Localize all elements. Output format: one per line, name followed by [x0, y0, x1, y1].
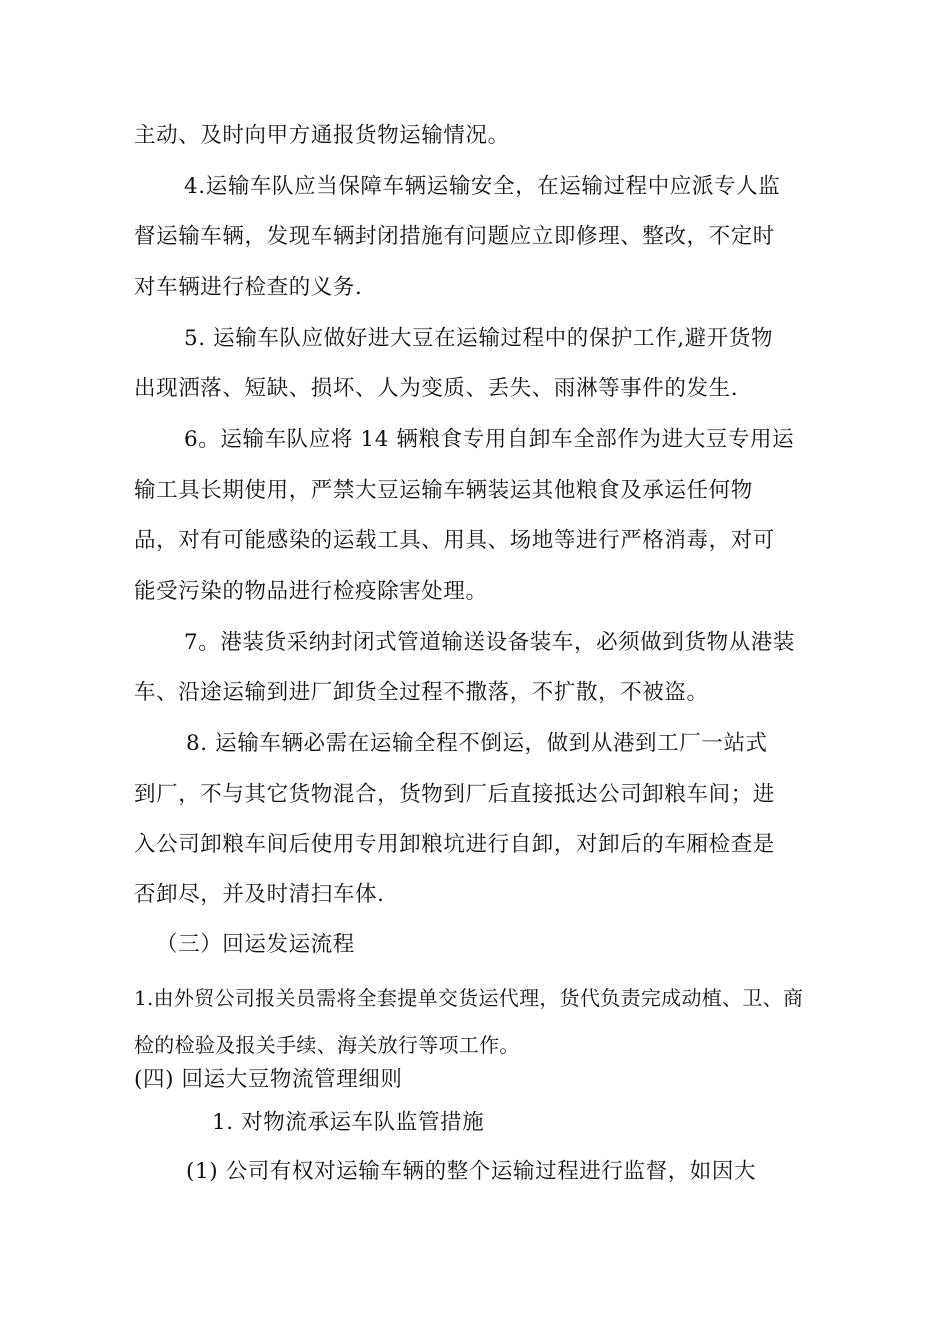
paragraph-line: 5. 运输车队应做好进大豆在运输过程中的保护工作,避开货物	[184, 326, 774, 351]
subsection-heading: 1. 对物流承运车队监管措施	[212, 1110, 485, 1135]
paragraph-line: (1) 公司有权对运输车辆的整个运输过程进行监督，如因大	[186, 1159, 757, 1184]
paragraph-line: 否卸尽，并及时清扫车体.	[134, 882, 385, 907]
paragraph-line: 4.运输车队应当保障车辆运输安全，在运输过程中应派专人监	[184, 174, 781, 199]
paragraph-line: 输工具长期使用，严禁大豆运输车辆装运其他粮食及承运任何物	[134, 478, 753, 503]
paragraph-line: 车、沿途运输到进厂卸货全过程不撒落，不扩散，不被盗。	[134, 680, 709, 705]
paragraph-line: 出现洒落、短缺、损坏、人为变质、丢失、雨淋等事件的发生.	[134, 376, 739, 401]
paragraph-line: 7。港装货采纳封闭式管道输送设备装车，必须做到货物从港装	[184, 630, 795, 655]
paragraph-line: 对车辆进行检查的义务.	[134, 275, 363, 300]
paragraph-line: 检的检验及报关手续、海关放行等项工作。	[134, 1033, 520, 1057]
paragraph-line: 1.由外贸公司报关员需将全套提单交货运代理，货代负责完成动植、卫、商	[134, 986, 804, 1010]
paragraph-line: 主动、及时向甲方通报货物运输情况。	[134, 123, 510, 148]
section-heading: (四) 回运大豆物流管理细则	[134, 1067, 403, 1092]
paragraph-line: 8. 运输车辆必需在运输全程不倒运，做到从港到工厂一站式	[186, 731, 768, 756]
paragraph-line: 能受污染的物品进行检疫除害处理。	[134, 579, 488, 604]
paragraph-line: 到厂，不与其它货物混合，货物到厂后直接抵达公司卸粮车间；进	[134, 782, 775, 807]
paragraph-line: 入公司卸粮车间后使用专用卸粮坑进行自卸，对卸后的车厢检查是	[134, 832, 775, 857]
paragraph-line: 6。运输车队应将 14 辆粮食专用自卸车全部作为进大豆专用运	[184, 427, 795, 452]
paragraph-line: 品，对有可能感染的运载工具、用具、场地等进行严格消毒，对可	[134, 528, 775, 553]
paragraph-line: 督运输车辆，发现车辆封闭措施有问题应立即修理、整改，不定时	[134, 224, 775, 249]
section-heading: （三）回运发运流程	[156, 932, 355, 957]
